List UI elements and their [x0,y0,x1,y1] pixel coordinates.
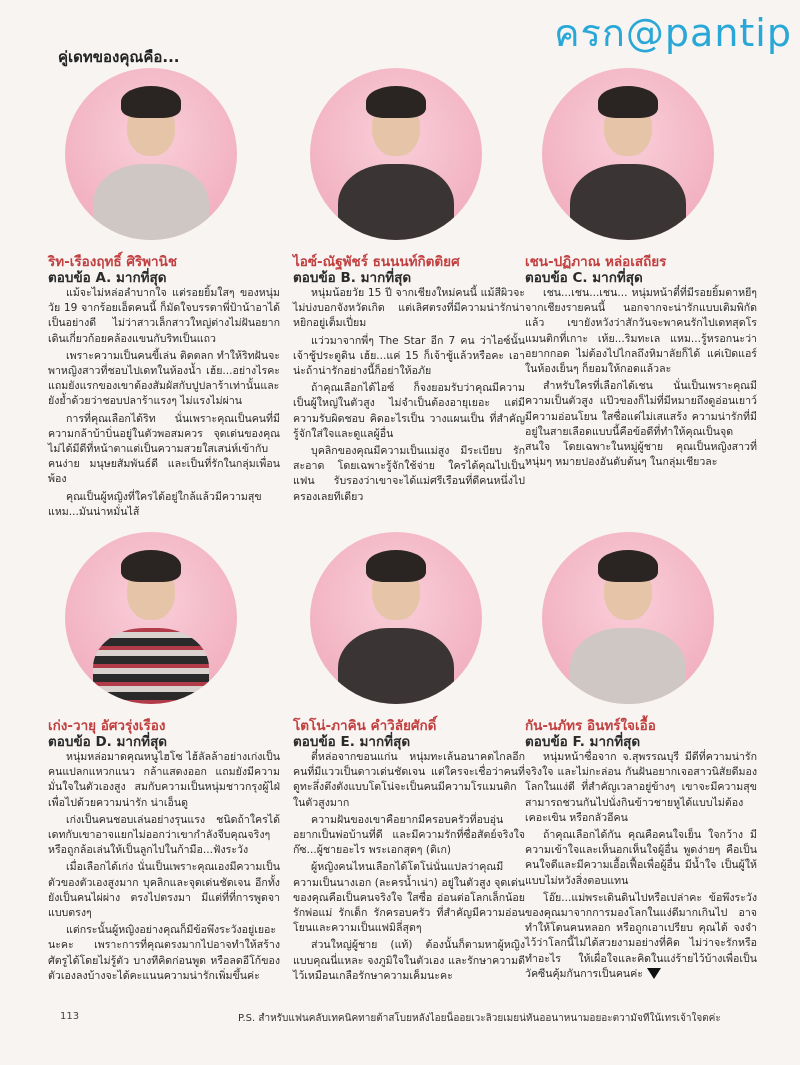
page-title: คู่เดทของคุณคือ... [58,48,180,66]
profile-answer: ตอบข้อ F. มากที่สุด [525,734,641,750]
profile-paragraph [525,891,757,982]
profile-card-f [525,532,757,984]
continue-arrow-icon [647,968,661,979]
profile-name: เชน-ปฏิภาณ หล่อเสถียร [525,254,667,270]
watermark: ครก@pantip [554,11,792,55]
profile-photo [542,68,714,240]
profile-photo [65,68,237,240]
profile-name: ไอซ์-ณัฐพัชร์ ธนนนท์กิตติยศ [293,254,460,270]
profile-answer: ตอบข้อ B. มากที่สุด [293,270,412,286]
profile-card-c [525,68,757,472]
profile-card-a [48,68,280,522]
profile-paragraph: ความฝันของเขาคือยากมีครอบครัวที่อบอุ่น อยากเป็นพ่อบ้านที่ดี และมีความรักที่ซื่อสัตย์จริงใจ ก๊ซ...ผู้ชายอะไร พระเอกสุดๆ (ดิเก) [293,813,525,857]
profile-paragraph-text: โอ๊ย...แม่พระเดินดินไปหรือเปล่าคะ ข้อพึงระวังของคุณมาจากการมองโลกในแง่ดีมากเกินไป อาจทำให้โดนคนหลอก หรือถูกเอาเปรียบ คุณได้ จงจำไว้ว่าโลกนี้ไม่ได้สวยงามอย่างที่คิด ไม่ว่าจะรักหรือทำอะไร ให้เผื่อใจและคิดในแง่ร้ายไว้บ้างเพื่อเป็นวัคซีนคุ้มกันการเป็นคนค่ะ [525,891,757,980]
profile-paragraph: แต่กระนั้นผู้หญิงอย่างคุณก็มีข้อพึงระวังอยู่เยอะนะคะ เพราะการที่คุณตรงมากไปอาจทำให้สร้างศัตรูได้โดยไม่รู้ตัว บางทีคิดก่อนพูด หรือลดอีโก้ของตัวเองลงบ้างจะได้คะแนนความน่ารักเพิ่มขึ้นค่ะ [48,924,280,982]
profile-paragraph: ส่วนใหญ่ผู้ชาย (แท้) ต้องนั้นก็ตามหาผู้หญิงแบบคุณนี่แหละ จงภูมิใจในตัวเอง และรักษาความดีไว้เหมือนเกลือรักษาความเค็มนะคะ [293,939,525,982]
profile-photo [542,532,714,704]
profile-name: โตโน่-ภาคิน คำวิลัยศักดิ์ [293,718,437,734]
photo-figure-body [570,628,686,704]
photo-figure-body [93,164,209,240]
profile-paragraph: แม้จะไม่หล่อลำบากใจ แต่รอยยิ้มใสๆ ของหนุ่มวัย 19 จากร้อยเอ็ดคนนี้ ก็มัดใจบรรดาพี่ป้าน้าอาได้เป็นอย่างดี ไม่ว่าสาวเล็กสาวใหญ่ต่างไม่ฝันอยากเดินเกี่ยวก้อยคล้องแขนกับริทเป็นแถว [48,287,280,345]
profile-card-d [48,532,280,986]
profile-paragraph: ผู้หญิงคนไหนเลือกได้โตโน่นั่นแปลว่าคุณมีความเป็นนางเอก (ละครน้ำเน่า) อยู่ในตัวสูง จุดเด่นของคุณคือเป็นคนจริงใจ ใสซื่อ อ่อนต่อโลกเล็กน้อยรักพ่อแม่ รักเด็ก รักครอบครัว ที่สำคัญมีความอ่อนโยนและความเป็นแฟมิลี่สุดๆ [293,861,525,935]
photo-figure-body [570,164,686,240]
profile-paragraph: หนุ่มหน้าซื่อจาก จ.สุพรรณบุรี มีดีที่ความน่ารักจริงใจ และไม่กะล่อน กันฝันอยากเจอสาวนิสัยดีมองโลกในแง่ดี ที่สำคัญเวลาอยู่ข้างๆ เขาจะมีความสุข สามารถชวนกันไปนั่งกินข้าวชายหูได้แบบไม่ต้องเคอะเขิน หรือกลัวอีคน [525,751,757,824]
profile-photo [65,532,237,704]
profile-paragraph: เมื่อเลือกได้เก่ง นั่นเป็นเพราะคุณเองมีความเป็นตัวของตัวเองสูงมาก บุคลิกและจุดเด่นชัดเจน อีกทั้งยังเป็นคนไผ่ผ่าง ตรงไปตรงมา มีแต่ที่ที่การพูดจาแบบตรงๆ [48,861,280,920]
profile-answer: ตอบข้อ A. มากที่สุด [48,270,167,286]
profile-paragraph: หนุ่มหล่อมาดคุณหนูไฮโซ ไฮ้ลัลล้าอย่างเก่งเป็นคนแปลกแหวกแนว กล้าแสดงออก แถมยังมีความมั่นใจในตัวเองสูง สมกับความเป็นหนุ่มชาวกรุงผู้ไฝ่เพื่อไปด้วยความน่ารัก น่าเอ็นดู [48,751,280,809]
photo-figure-body [93,628,209,704]
profile-paragraph: เก่งเป็นคนชอบเล่นอย่างรุนแรง ชนิดถ้าใครได้เดทกับเขาอาจแยกไม่ออกว่าเขากำลังจีบคุณจริงๆ หรือถูกล้อเล่นให้เป็นลูกไปในก้ามือ...ฟังระวัง [48,813,280,857]
photo-figure-hair [366,550,426,582]
profile-paragraph: การที่คุณเลือกได้ริท นั่นเพราะคุณเป็นคนที่มีความกล้าบ้าบิ่นอยู่ในตัวพอสมควร จุดเด่นของคุณไม่ได้มีดีที่หน้าตาแต่เป็นความสวยใสเสน่ห์เข้ากับคนง่าย มนุษยสัมพันธ์ดี และเป็นที่รักในกลุ่มเพื่อนพ้อง [48,412,280,486]
profile-answer: ตอบข้อ D. มากที่สุด [48,734,168,750]
profile-answer: ตอบข้อ E. มากที่สุด [293,734,411,750]
profile-paragraph: ถ้าคุณเลือกได้กัน คุณคือคนใจเย็น ใจกว้าง มีความเข้าใจและเห็นอกเห็นใจผู้อื่น พูดง่ายๆ คือเป็นคนใจดีและมีความเอื้อเฟื้อเพื่อผู้อื่น มีน้ำใจ เป็นผู้ให้แบบไม่หวังสิ่งตอบแทน [525,829,757,887]
profile-card-e [293,532,525,986]
profile-paragraph: สำหรับใครที่เลือกได้เชน นั่นเป็นเพราะคุณมีความเป็นตัวสูง แป๊วของก็ไม่ที่มีหมายถึงดูอ่อนเยาว์ มีความอ่อนโยน ใสซื่อแต่ไม่เสแสร้ง ความน่ารักที่มีอยู่ในสายเลือดแบบนี้คือข้อดีที่ทำให้คุณเป็นจุดสนใจ โดยเฉพาะในหมู่ผู้ชาย คุณเป็นหญิงสาวที่หนุ่มๆ หมายปองอันดับต้นๆ ในกลุ่มเชียวละ [525,380,757,469]
photo-figure-hair [366,86,426,118]
photo-figure-hair [121,550,181,582]
profile-name: กัน-นภัทร อินทร์ใจเอื้อ [525,718,656,734]
profile-paragraph: เชน...เชน...เชน... หนุ่มหน้าตี๋ที่มีรอยยิ้มตาหยีๆ จากเชียงรายคนนี้ นอกจากจะน่ารักแบบเติมพิกัดแล้ว เขายังหวังว่าสักวันจะพาคนรักไปเดทสุดโรแมนติกที่เกาะ เห้ย...ริมทะเล แหม...รู้หรอกนะว่าอยากกอด ไม่ต้องไปไกลถึงหิมาลัยก็ได้ แค่เปิดแอร์ในห้องเย็นๆ ก็ยอมให้กอดแล้วละ [525,287,757,376]
photo-figure-body [338,164,454,240]
profile-card-b [293,68,525,507]
photo-figure-hair [121,86,181,118]
profile-paragraph: เพราะความเป็นคนขี้เล่น ติดตลก ทำให้ริทฝันจะพาหญิงสาวที่ชอบไปเดทในห้องน้ำ เฮ้ย...อย่างไรคะ แถมยังแรกของเขาต้องสัมผัสกับปูปลาร้าเท่านั้นและยังย้ำด้วยว่าชอบปลาร้าแรงๆ ไม่แรงไม่ผ่าน [48,349,280,408]
profile-paragraph: ถ้าคุณเลือกได้ไอซ์ ก็จงยอมรับว่าคุณมีความเป็นผู้ใหญ่ในตัวสูง ไม่จำเป็นต้องอายุเยอะ แต่มีความรับผิดชอบ คิดอะไรเป็น วางแผนเป็น ที่สำคัญรู้จักใส่ใจและดูแลผู้อื่น [293,382,525,440]
photo-figure-hair [598,550,658,582]
profile-name: เก่ง-วายุ อัศวรุ่งเรือง [48,718,166,734]
page-number: 113 [60,1011,80,1022]
footnote: P.S. สำหรับแฟนคลับเทคนิคทายต้าสโบยหลังไอยน็ออยเวะลิวยเมยน่หันออนาหนามอยอะตวามัจทีใน้เทรเจ้าใจตค่ะ [238,1013,721,1024]
profile-paragraph: บุคลิกของคุณมีความเป็นแม่สูง มีระเบียบ รักสะอาด โดยเฉพาะรู้จักใช้จ่าย ใครได้คุณไปเป็นแฟน รับรองว่าเขาจะได้แม่ศรีเรือนที่ดีคนหนึ่งไปครองเลยทีเดียว [293,445,525,503]
profile-photo [310,532,482,704]
profile-paragraph: คุณเป็นผู้หญิงที่ใครได้อยู่ใกล้แล้วมีความสุขแหม...มันน่าหมั่นไส้ [48,490,262,518]
profile-paragraph: แว่วมาจากพี่ๆ The Star อีก 7 คน ว่าไอซ์นั้นเจ้าชู้ประตูดิน เฮ้ย...แค่ 15 ก็เจ้าชู้แล้วหรือคะ เอาน่ะถ้าน่ารักอย่างนี้ก็อย่าให้อภัย [293,334,525,378]
profile-answer: ตอบข้อ C. มากที่สุด [525,270,643,286]
profile-photo [310,68,482,240]
profile-paragraph: หนุ่มน้อยวัย 15 ปี จากเชียงใหม่คนนี้ แม้สีผิวจะไม่บ่งบอกจังหวัดเกิด แต่เลิศตรงที่มีความน่ารักน่าหยิกอยู่เต็มเปี่ยม [293,287,525,330]
photo-figure-hair [598,86,658,118]
photo-figure-body [338,628,454,704]
profile-name: ริท-เรืองฤทธิ์ ศิริพานิช [48,254,178,270]
profile-paragraph: ตี๋หล่อจากขอนแก่น หนุ่มทะเล้นอนาคตไกลอีกคนที่มีแววเป็นดาวเด่นชัดเจน แต่ใครจะเชื่อว่าคนที่ดูทะลึ่งตึงตังแบบโตโน่จะเป็นคนมีความโรแมนติกในตัวสูงมาก [293,751,525,809]
